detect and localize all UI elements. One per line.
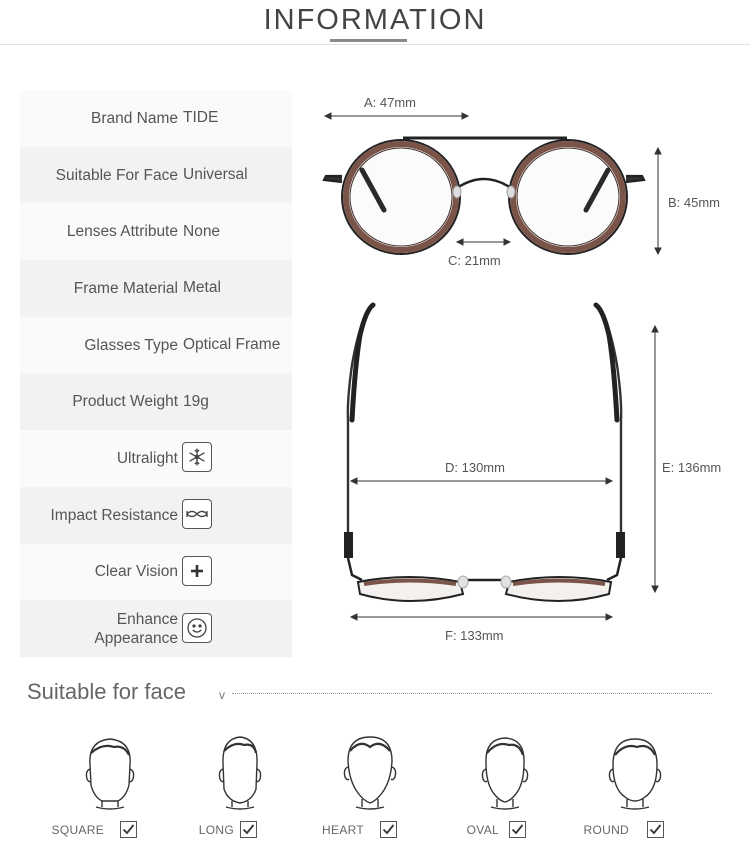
spec-label bbox=[20, 600, 180, 657]
face-long bbox=[180, 728, 290, 848]
dimension-f-label: F: 133mm bbox=[445, 628, 504, 643]
spec-label: Glasses Type bbox=[84, 336, 178, 354]
face-label: OVAL bbox=[466, 823, 499, 837]
check-icon bbox=[509, 821, 526, 838]
header-bar bbox=[0, 0, 750, 45]
check-icon bbox=[380, 821, 397, 838]
spec-row-material bbox=[20, 260, 292, 317]
dimension-c-label: C: 21mm bbox=[448, 253, 501, 268]
face-heart bbox=[310, 728, 420, 848]
spec-row-weight bbox=[20, 373, 292, 430]
spec-label: Product Weight bbox=[72, 393, 178, 411]
spec-row-brand bbox=[20, 90, 292, 147]
check-icon bbox=[120, 821, 137, 838]
spec-row-impact bbox=[20, 487, 292, 544]
plus-icon bbox=[182, 556, 212, 586]
heart-face-icon bbox=[340, 733, 400, 811]
square-face-icon bbox=[80, 733, 140, 811]
spec-row-clear bbox=[20, 544, 292, 601]
spec-row-face bbox=[20, 147, 292, 204]
page-title: INFORMATION bbox=[263, 4, 487, 36]
spec-label: Ultralight bbox=[116, 449, 178, 467]
check-icon bbox=[240, 821, 257, 838]
spec-label-line: Appearance bbox=[94, 629, 178, 647]
oval-face-icon bbox=[475, 733, 535, 811]
spec-label: Clear Vision bbox=[94, 563, 178, 581]
spec-label: Impact Resistance bbox=[50, 506, 178, 524]
face-square bbox=[50, 728, 160, 848]
dotted-divider bbox=[232, 693, 712, 694]
spec-label: Brand Name bbox=[90, 109, 178, 127]
smile-icon bbox=[182, 613, 212, 643]
dimension-b-arrow bbox=[655, 148, 661, 254]
dimension-d-label: D: 130mm bbox=[445, 460, 505, 475]
spec-label: Frame Material bbox=[73, 279, 178, 297]
round-face-icon bbox=[605, 733, 665, 811]
spec-row-type bbox=[20, 317, 292, 374]
spec-label-line: Enhance bbox=[116, 610, 178, 628]
spec-row-ultralight bbox=[20, 430, 292, 487]
face-label: HEART bbox=[322, 823, 364, 837]
dimension-b-label: B: 45mm bbox=[668, 195, 721, 210]
spec-row-lenses bbox=[20, 203, 292, 260]
long-face-icon bbox=[210, 733, 270, 811]
spec-value: None bbox=[183, 222, 221, 240]
face-label: ROUND bbox=[583, 823, 629, 837]
spec-value: TIDE bbox=[183, 109, 219, 127]
faces-section-title: Suitable for face bbox=[27, 679, 186, 704]
glasses-front-illustration bbox=[300, 90, 750, 280]
snowflake-icon bbox=[182, 442, 212, 472]
face-label: SQUARE bbox=[51, 823, 104, 837]
spec-table bbox=[20, 90, 292, 657]
check-icon bbox=[647, 821, 664, 838]
spec-value: 19g bbox=[183, 392, 209, 410]
dimension-f-arrow bbox=[351, 614, 612, 620]
title-underline bbox=[330, 39, 407, 42]
chevron-down-icon: v bbox=[219, 688, 225, 702]
spec-row-appearance bbox=[20, 600, 292, 657]
dimension-e-arrow bbox=[652, 326, 658, 592]
face-oval bbox=[445, 728, 555, 848]
dimension-e-label: E: 136mm bbox=[662, 460, 722, 475]
dimension-c-arrow bbox=[457, 239, 510, 245]
spec-label: Suitable For Face bbox=[55, 166, 178, 184]
spec-value: Optical Frame bbox=[183, 336, 281, 354]
dimension-a-arrow bbox=[325, 113, 468, 119]
spec-value: Universal bbox=[183, 166, 248, 184]
dimension-d-arrow bbox=[351, 478, 612, 484]
spec-label: Lenses Attribute bbox=[66, 223, 178, 241]
face-label: LONG bbox=[198, 823, 234, 837]
flex-wave-icon bbox=[182, 499, 212, 529]
face-round bbox=[575, 728, 685, 848]
dimension-a-label: A: 47mm bbox=[364, 95, 417, 110]
spec-value: Metal bbox=[183, 279, 221, 297]
